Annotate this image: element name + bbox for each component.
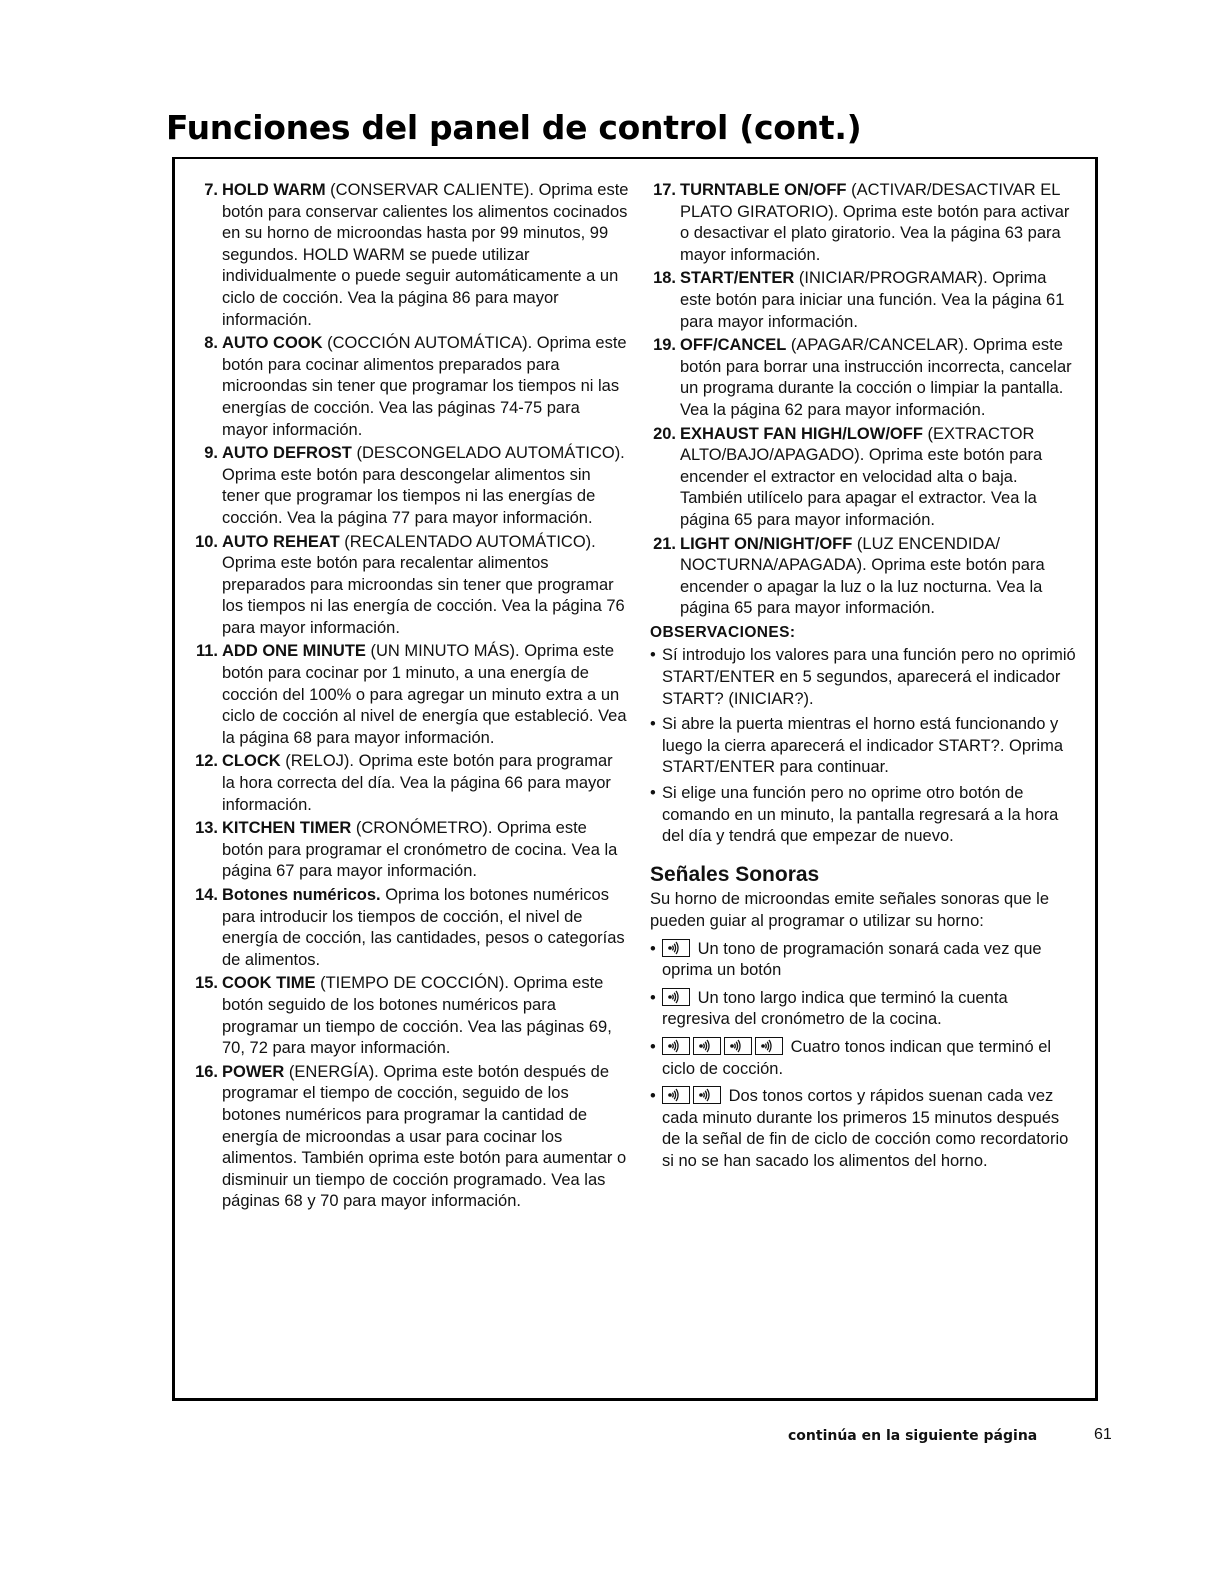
item-key: POWER <box>222 1062 285 1081</box>
sound-tone-icon <box>662 988 690 1006</box>
bullet-dot: • <box>650 939 656 958</box>
senales-heading: Señales Sonoras <box>650 862 820 886</box>
item-key: KITCHEN TIMER <box>222 819 352 838</box>
bullet-dot: • <box>650 784 656 803</box>
observacion-bullet <box>648 645 1080 710</box>
right-column <box>648 180 1080 1179</box>
bullet-dot: • <box>650 1037 656 1056</box>
item-text: (CONSERVAR CALIENTE). Oprima este botón para conservar calientes los alimentos cocinados en su horno de microondas hasta por 99 minutos, 99 segundos. HOLD WARM se puede utilizar individualmente o puede seguir automáticamente a un ciclo de cocción. Vea la página 86 para mayor información. <box>222 181 629 329</box>
sound-tone-icon <box>662 939 690 957</box>
item-number: 19. <box>653 336 676 355</box>
item-key: CLOCK <box>222 752 281 771</box>
sound-tone-icon <box>724 1037 752 1055</box>
item-text: (TIEMPO DE COCCIÓN). Oprima este botón seguido de los botones numéricos para programar un tiempo de cocción. Vea las páginas 69, 70, 72 para mayor información. <box>222 974 612 1058</box>
tone-icons <box>662 989 693 1007</box>
bullet-text: Cuatro tonos indican que terminó el ciclo de cocción. <box>662 1037 1052 1078</box>
item-key: HOLD WARM <box>222 181 326 199</box>
item-key: START/ENTER <box>680 269 795 288</box>
item-number: 16. <box>195 1062 218 1081</box>
sound-tone-icon <box>693 1086 721 1104</box>
item-key: EXHAUST FAN HIGH/LOW/OFF <box>680 424 923 443</box>
continues-next-page: continúa en la siguiente página <box>788 1428 1038 1444</box>
bullet-dot: • <box>650 1087 656 1106</box>
bullet-text: Sí introdujo los valores para una función pero no oprimió START/ENTER en 5 segundos, aparecerá el indicador START? (INICIAR?). <box>662 646 1076 708</box>
item-key: TURNTABLE ON/OFF <box>680 181 847 199</box>
bullet-text: Si abre la puerta mientras el horno está funcionando y luego la cierra aparecerá el indicador START?. Oprima START/ENTER para continuar. <box>662 715 1064 777</box>
item-key: Botones numéricos. <box>222 886 381 904</box>
tone-icons <box>662 1087 724 1105</box>
bullet-text: Un tono largo indica que terminó la cuenta regresiva del cronómetro de la cocina. <box>662 988 1008 1029</box>
item-text: (RECALENTADO AUTOMÁTICO). Oprima este botón para recalentar alimentos preparados para microondas sin tener que programar los tiempos ni las energía de cocción. Vea la página 76 para mayor información. <box>222 532 625 637</box>
bullet-dot: • <box>650 988 656 1007</box>
item-text: (APAGAR/CANCELAR). Oprima este botón para borrar una instrucción incorrecta, cancelar un programa durante la cocción o limpiar la pantalla. Vea la página 62 para mayor información. <box>680 336 1072 419</box>
item-number: 10. <box>195 532 218 551</box>
list-item <box>190 641 630 749</box>
item-number: 20. <box>653 424 676 443</box>
item-number: 14. <box>195 886 218 904</box>
page-number: 61 <box>1094 1426 1112 1443</box>
observaciones-heading: OBSERVACIONES: <box>650 623 796 641</box>
item-key: ADD ONE MINUTE <box>222 642 366 661</box>
sound-tone-icon <box>755 1037 783 1055</box>
item-number: 9. <box>204 444 218 463</box>
item-key: LIGHT ON/NIGHT/OFF <box>680 534 853 553</box>
sound-tone-icon <box>693 1037 721 1055</box>
list-item <box>648 335 1080 421</box>
observacion-bullet <box>648 783 1080 848</box>
bullet-text: Dos tonos cortos y rápidos suenan cada vez cada minuto durante los primeros 15 minutos después de la señal de fin de ciclo de cocción como recordatorio si no se han sacado los alimentos del horno. <box>662 1087 1069 1170</box>
item-text: Oprima los botones numéricos para introducir los tiempos de cocción, el nivel de energía de cocción, las cantidades, pesos o categorías de alimentos. <box>222 886 625 969</box>
tone-bullet <box>648 1086 1080 1172</box>
item-text: (COCCIÓN AUTOMÁTICA). Oprima este botón para cocinar alimentos preparados para microondas sin tener que programar los tiempos ni las energías de cocción. Vea las páginas 74-75 para mayor información. <box>222 334 627 439</box>
list-item <box>648 268 1080 333</box>
sound-tone-icon <box>662 1037 690 1055</box>
bullet-dot: • <box>650 715 656 734</box>
sound-tone-icon <box>662 1086 690 1104</box>
item-text: (CRONÓMETRO). Oprima este botón para programar el cronómetro de cocina. Vea la página 67 para mayor información. <box>222 819 618 881</box>
item-number: 15. <box>195 974 218 993</box>
item-key: OFF/CANCEL <box>680 336 787 355</box>
tone-bullet <box>648 988 1080 1031</box>
observacion-bullet <box>648 714 1080 779</box>
bullet-text: Si elige una función pero no oprime otro botón de comando en un minuto, la pantalla regresará a la hora del día y tendrá que empezar de nuevo. <box>662 784 1059 846</box>
item-text: (RELOJ). Oprima este botón para programar la hora correcta del día. Vea la página 66 para mayor información. <box>222 752 613 814</box>
item-number: 13. <box>195 819 218 838</box>
list-item <box>190 885 630 971</box>
item-text: (ACTIVAR/DESACTIVAR EL PLATO GIRATORIO). Oprima este botón para activar o desactivar el plato giratorio. Vea la página 63 para mayor información. <box>680 181 1070 264</box>
item-text: (EXTRACTOR ALTO/BAJO/APAGADO). Oprima este botón para encender el extractor en velocidad alta o baja. También utilícelo para apagar el extractor. Vea la página 65 para mayor información. <box>680 424 1043 529</box>
list-item <box>190 818 630 883</box>
item-text: (ENERGÍA). Oprima este botón después de programar el tiempo de cocción, seguido de los botones numéricos para programar la cantidad de energía de microondas a usar para cocinar los alimentos. También oprima este botón para aumentar o disminuir un tiempo de cocción programado. Vea las páginas 68 y 70 para mayor información. <box>222 1062 627 1211</box>
item-key: AUTO REHEAT <box>222 532 340 551</box>
list-item <box>190 751 630 816</box>
list-item <box>190 973 630 1059</box>
item-number: 11. <box>195 642 218 661</box>
bullet-dot: • <box>650 646 656 665</box>
item-text: (LUZ ENCENDIDA/ NOCTURNA/APAGADA). Oprima este botón para encender o apagar la luz o la luz nocturna. Vea la página 65 para mayor información. <box>680 534 1045 618</box>
item-number: 8. <box>204 334 218 353</box>
tone-icons <box>662 1038 786 1056</box>
bullet-text: Un tono de programación sonará cada vez que oprima un botón <box>662 939 1042 980</box>
item-text: (INICIAR/PROGRAMAR). Oprima este botón para iniciar una función. Vea la página 61 para mayor información. <box>680 269 1065 331</box>
list-item <box>190 532 630 640</box>
list-item <box>190 443 630 529</box>
tone-icons <box>662 940 693 958</box>
item-key: COOK TIME <box>222 974 316 993</box>
item-key: AUTO COOK <box>222 334 323 353</box>
list-item <box>190 333 630 441</box>
item-key: AUTO DEFROST <box>222 444 352 463</box>
list-item <box>648 424 1080 532</box>
item-number: 21. <box>653 534 676 553</box>
list-item <box>190 1062 630 1213</box>
senales-intro: Su horno de microondas emite señales sonoras que le pueden guiar al programar o utilizar su horno: <box>650 890 1049 930</box>
page-title: Funciones del panel de control (cont.) <box>166 108 862 147</box>
item-number: 12. <box>195 752 218 771</box>
item-text: (DESCONGELADO AUTOMÁTICO). Oprima este botón para descongelar alimentos sin tener que programar los tiempos ni las energías de cocción. Vea la página 77 para mayor información. <box>222 444 625 527</box>
tone-bullet <box>648 939 1080 982</box>
item-number: 17. <box>653 181 676 199</box>
item-number: 7. <box>204 181 218 199</box>
list-item <box>190 180 630 331</box>
item-text: (UN MINUTO MÁS). Oprima este botón para cocinar por 1 minuto, a una energía de cocción del 100% o para agregar un minuto extra a un ciclo de cocción al nivel de energía que estableció. Vea la página 68 para mayor información. <box>222 642 627 747</box>
left-column <box>190 180 630 1215</box>
item-number: 18. <box>653 269 676 288</box>
list-item <box>648 534 1080 620</box>
tone-bullet <box>648 1037 1080 1080</box>
list-item <box>648 180 1080 266</box>
